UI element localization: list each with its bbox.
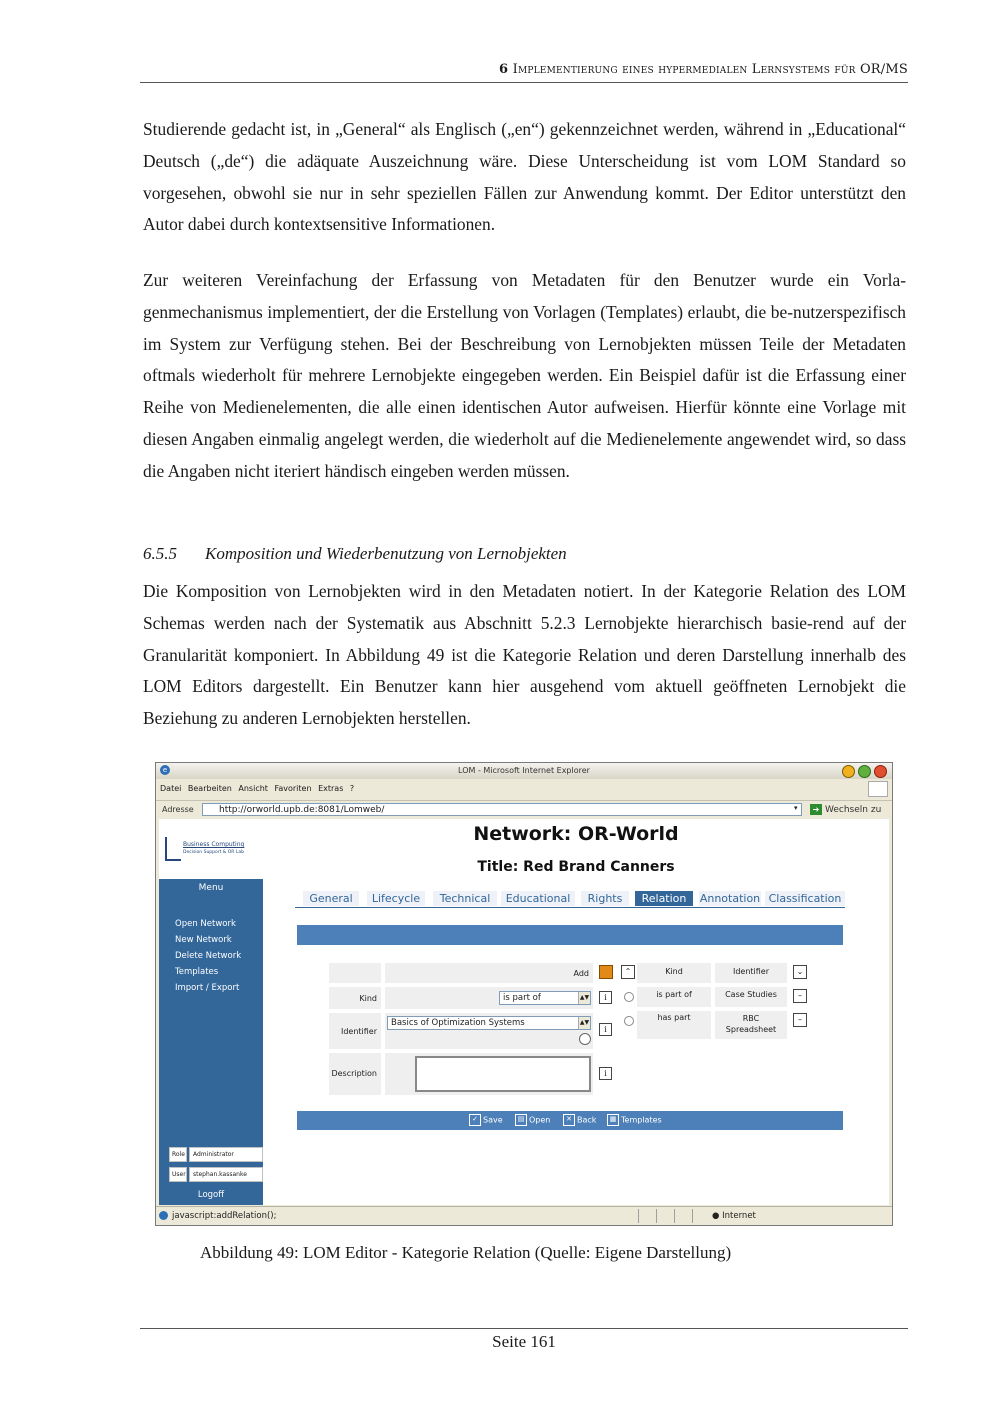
tab-annotation[interactable]: Annotation bbox=[699, 892, 761, 905]
identifier-label-cell bbox=[329, 1013, 381, 1049]
relations-kind-header: Kind bbox=[637, 963, 711, 983]
ie-icon: e bbox=[160, 765, 170, 775]
save-button[interactable] bbox=[469, 1114, 503, 1126]
relation-radio[interactable] bbox=[624, 992, 634, 1002]
footer-rule bbox=[140, 1328, 908, 1329]
sidebar-new-network[interactable]: New Network bbox=[175, 935, 232, 945]
paragraph-2: Zur weiteren Vereinfachung der Erfassung von Metadaten für den Benutzer wurde ein Vorla-genmechanismus implementiert, der die Erstellung von Vorlagen (Templates) erlaubt, die be-nutzerspezifisch im System zur Verfügung stehen. Bei der Beschreibung von Lernobjekten müssen Teile der Metadaten oftmals wiederholt für mehrere Lernobjekte eingegeben werden. Ein Beispiel dafür ist die Erfassung einer Reihe von Medienelementen, die alle einen identischen Autor aufweisen. Hierfür könnte eine Vorlage mit diesen Angaben einmalig angelegt werden, die wiederholt auf die Medienelemente angewendet wird, so dass die Angaben nicht iteriert händisch eingeben werden müssen. bbox=[143, 270, 906, 481]
menu-favoriten[interactable]: Favoriten bbox=[274, 784, 312, 793]
sidebar-import-export[interactable]: Import / Export bbox=[175, 983, 240, 993]
section-number: 6.5.5 bbox=[143, 544, 177, 563]
menu-bearbeiten[interactable]: Bearbeiten bbox=[187, 784, 232, 793]
open-icon: ▤ bbox=[515, 1114, 527, 1126]
zone-text: Internet bbox=[722, 1211, 756, 1221]
logo-mark-icon bbox=[165, 837, 181, 861]
menu-ansicht[interactable]: Ansicht bbox=[238, 784, 268, 793]
sidebar-open-network[interactable]: Open Network bbox=[175, 919, 236, 929]
remove-relation-icon[interactable]: – bbox=[793, 1013, 807, 1027]
description-field-cell bbox=[385, 1053, 593, 1095]
relation-identifier: Case Studies bbox=[715, 987, 787, 1007]
header-rule bbox=[140, 82, 908, 83]
identifier-dropdown-icon: ▲▼ bbox=[578, 1017, 590, 1029]
identifier-field-cell bbox=[385, 1013, 593, 1049]
menu-help[interactable]: ? bbox=[349, 784, 355, 793]
window-titlebar bbox=[156, 763, 892, 779]
tab-relation[interactable]: Relation bbox=[635, 891, 693, 906]
templates-button[interactable] bbox=[607, 1114, 662, 1126]
identifier-label: Identifier bbox=[340, 1027, 377, 1036]
kind-select-value: is part of bbox=[503, 993, 541, 1003]
user-label: User bbox=[169, 1167, 187, 1182]
kind-label: Kind bbox=[359, 994, 377, 1003]
relation-identifier: RBC Spreadsheet bbox=[715, 1011, 787, 1039]
menu-title: Menu bbox=[198, 883, 224, 893]
kind-dropdown-icon: ▲▼ bbox=[578, 992, 590, 1004]
minimize-icon[interactable] bbox=[842, 765, 855, 778]
status-divider bbox=[656, 1209, 657, 1223]
address-bar bbox=[156, 800, 892, 818]
section-heading bbox=[143, 544, 567, 564]
description-label: Description bbox=[331, 1069, 377, 1078]
templates-button-label: Templates bbox=[621, 1115, 662, 1125]
identifier-select-value: Basics of Optimization Systems bbox=[391, 1018, 525, 1028]
tab-educational[interactable]: Educational bbox=[501, 891, 575, 906]
sidebar-templates[interactable]: Templates bbox=[175, 967, 219, 977]
status-divider bbox=[674, 1209, 675, 1223]
paragraph-1: Studierende gedacht ist, in „General“ als Englisch („en“) gekennzeichnet werden, während in „Educational“ Deutsch („de“) die adäquate Auszeichnung wäre. Diese Unterscheidung ist vom LOM Standard so vorgesehen, obwohl sie nur in sehr speziellen Fällen zur Anwendung kommt. Der Editor unterstützt den Autor dabei durch kontextsensitive Informationen. bbox=[143, 119, 906, 235]
section-band-top bbox=[297, 925, 843, 945]
window-title: LOM - Microsoft Internet Explorer bbox=[458, 766, 590, 775]
identifier-select[interactable] bbox=[387, 1016, 591, 1030]
windows-logo-icon bbox=[868, 781, 888, 797]
relation-radio[interactable] bbox=[624, 1016, 634, 1026]
address-input[interactable]: http://orworld.upb.de:8081/Lomweb/ bbox=[202, 803, 802, 816]
form-corner-cell bbox=[329, 963, 381, 983]
sidebar-delete-network[interactable]: Delete Network bbox=[175, 951, 242, 961]
logo-subtext: Decision Support & OR Lab bbox=[183, 850, 244, 855]
kind-info-icon[interactable]: i bbox=[599, 991, 612, 1004]
status-text: javascript:addRelation(); bbox=[172, 1211, 277, 1221]
running-header bbox=[140, 62, 908, 77]
paragraph-3: Die Komposition von Lernobjekten wird in den Metadaten notiert. In der Kategorie Relation des LOM Schemas werden nach der Systematik aus Abschnitt 5.2.3 Lernobjekte hierarchisch basie-rend auf der Granularität komponiert. In Abbildung 49 ist die Kategorie Relation und deren Darstellung innerhalb des LOM Editors dargestellt. Ein Benutzer kann hier ausgehend vom aktuell geöffneten Lernobjekt die Beziehung zu anderen Lernobjekten herstellen. bbox=[143, 581, 906, 729]
tab-classification[interactable]: Classification bbox=[765, 891, 845, 906]
remove-relation-icon[interactable]: – bbox=[793, 989, 807, 1003]
back-button-label: Back bbox=[577, 1115, 597, 1125]
check-icon: ✓ bbox=[469, 1114, 481, 1126]
status-divider bbox=[692, 1209, 693, 1223]
status-divider bbox=[638, 1209, 639, 1223]
document-title: Title: Red Brand Canners bbox=[477, 859, 675, 875]
address-dropdown-icon[interactable]: ▾ bbox=[794, 804, 798, 812]
description-textarea[interactable] bbox=[415, 1056, 591, 1092]
zone-label: ● Internet bbox=[712, 1211, 756, 1221]
logo bbox=[159, 819, 263, 879]
menu-extras[interactable]: Extras bbox=[318, 784, 344, 793]
back-button[interactable] bbox=[563, 1114, 596, 1126]
page-number: Seite 161 bbox=[492, 1332, 556, 1351]
network-title: Network: OR-World bbox=[473, 823, 679, 845]
open-button-label: Open bbox=[529, 1115, 551, 1125]
chapter-number: 6 bbox=[499, 62, 509, 77]
role-value: Administrator bbox=[189, 1147, 263, 1162]
logoff-link[interactable]: Logoff bbox=[197, 1190, 225, 1200]
relation-kind: is part of bbox=[637, 987, 711, 1007]
menu-datei[interactable]: Datei bbox=[160, 784, 182, 793]
status-page-icon bbox=[159, 1211, 168, 1220]
tab-general[interactable]: General bbox=[303, 891, 359, 906]
back-icon: ✕ bbox=[563, 1114, 575, 1126]
relations-identifier-header: Identifier bbox=[715, 963, 787, 983]
description-info-icon[interactable]: i bbox=[599, 1067, 612, 1080]
section-title: Komposition und Wiederbenutzung von Lernobjekten bbox=[205, 544, 567, 563]
collapse-up-icon[interactable]: ⌃ bbox=[621, 965, 635, 979]
close-icon[interactable] bbox=[874, 765, 887, 778]
tab-rights[interactable]: Rights bbox=[581, 891, 629, 906]
kind-label-cell bbox=[329, 987, 381, 1009]
add-label: Add bbox=[573, 969, 589, 978]
browse-icon[interactable] bbox=[579, 1033, 591, 1045]
chapter-title: Implementierung eines hypermedialen Lernsystems für OR/MS bbox=[512, 62, 908, 77]
role-label: Role bbox=[169, 1147, 187, 1162]
logo-text: Business Computing bbox=[183, 841, 245, 848]
kind-select[interactable] bbox=[499, 991, 591, 1005]
figure-screenshot bbox=[155, 762, 893, 1226]
relation-kind: has part bbox=[637, 1011, 711, 1039]
open-button[interactable] bbox=[515, 1114, 550, 1126]
add-cell bbox=[385, 963, 593, 983]
go-arrow-icon[interactable]: ➔ bbox=[810, 804, 822, 815]
description-label-cell bbox=[329, 1053, 381, 1095]
address-label: Adresse bbox=[162, 805, 194, 814]
tab-bar bbox=[295, 891, 845, 908]
tab-lifecycle[interactable]: Lifecycle bbox=[367, 891, 425, 906]
identifier-info-icon[interactable]: i bbox=[599, 1023, 612, 1036]
kind-field-cell bbox=[385, 987, 593, 1009]
templates-icon: ▦ bbox=[607, 1114, 619, 1126]
maximize-icon[interactable] bbox=[858, 765, 871, 778]
status-bar bbox=[156, 1206, 892, 1225]
add-relation-icon[interactable] bbox=[599, 965, 613, 979]
save-button-label: Save bbox=[483, 1115, 503, 1125]
web-page bbox=[159, 819, 889, 1205]
menu-bar bbox=[156, 779, 892, 799]
sort-down-icon[interactable]: ⌄ bbox=[793, 965, 807, 979]
go-button[interactable]: Wechseln zu bbox=[825, 805, 882, 815]
tab-technical[interactable]: Technical bbox=[433, 891, 497, 906]
user-value: stephan.kassanke bbox=[189, 1167, 263, 1182]
sidebar bbox=[159, 819, 263, 1205]
figure-caption: Abbildung 49: LOM Editor - Kategorie Relation (Quelle: Eigene Darstellung) bbox=[200, 1243, 732, 1262]
